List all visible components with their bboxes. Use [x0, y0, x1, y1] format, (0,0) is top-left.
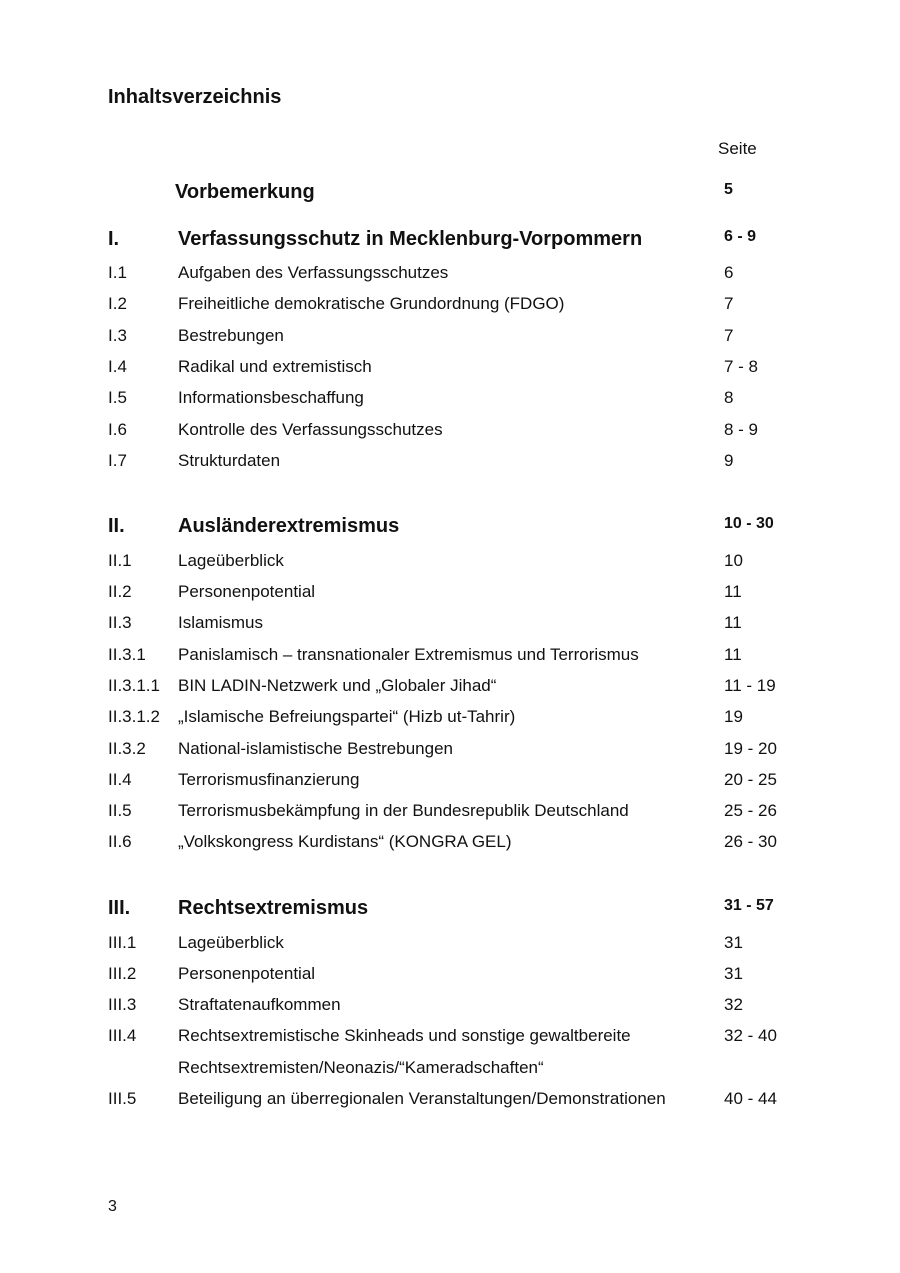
toc-entry-row — [0, 323, 900, 349]
toc-entry-page: 32 - 40 — [724, 1026, 777, 1045]
toc-entry-number: III.3 — [108, 995, 137, 1014]
toc-entry-continuation-row — [0, 1055, 900, 1081]
toc-entry-row — [0, 548, 900, 574]
toc-entry-label: Terrorismusbekämpfung in der Bundesrepublik Deutschland — [178, 801, 629, 820]
toc-entry-number: II.2 — [108, 582, 132, 601]
page-number: 3 — [108, 1198, 117, 1215]
toc-entry-page: 40 - 44 — [724, 1089, 777, 1108]
toc-entry-label: „Islamische Befreiungspartei“ (Hizb ut-Tahrir) — [178, 707, 516, 726]
toc-entry-page: 26 - 30 — [724, 832, 777, 851]
toc-entry-number: III.4 — [108, 1026, 137, 1045]
toc-entry-label: Lageüberblick — [178, 933, 284, 952]
toc-entry-label: Freiheitliche demokratische Grundordnung (FDGO) — [178, 294, 565, 313]
toc-entry-row — [0, 930, 900, 956]
toc-entry-number: I.3 — [108, 326, 127, 345]
toc-entry-number: I.6 — [108, 420, 127, 439]
toc-entry-row — [0, 829, 900, 855]
toc-entry-page: 10 — [724, 551, 743, 570]
toc-entry-number: I.1 — [108, 263, 127, 282]
toc-section-row — [0, 513, 900, 539]
toc-section-pages: 10 - 30 — [724, 515, 774, 532]
toc-entry-page: 19 — [724, 707, 743, 726]
toc-entry-label: Lageüberblick — [178, 551, 284, 570]
toc-entry-label: Aufgaben des Verfassungsschutzes — [178, 263, 449, 282]
toc-entry-row — [0, 1086, 900, 1112]
toc-entry-number: II.3.1 — [108, 645, 146, 664]
toc-entry-label: Islamismus — [178, 613, 264, 632]
toc-entry-page: 11 — [724, 582, 742, 601]
toc-entry-number: III.5 — [108, 1089, 137, 1108]
toc-entry-row — [0, 642, 900, 668]
toc-entry-number: II.3.1.2 — [108, 707, 160, 726]
toc-entry-label: Personenpotential — [178, 964, 316, 983]
toc-entry-label: Personenpotential — [178, 582, 316, 601]
toc-entry-row — [0, 579, 900, 605]
toc-entry-label: Kontrolle des Verfassungsschutzes — [178, 420, 443, 439]
toc-entry-number: II.6 — [108, 832, 132, 851]
toc-entry-label: Beteiligung an überregionalen Veranstaltungen/Demonstrationen — [178, 1089, 666, 1108]
toc-entry-row — [0, 798, 900, 824]
toc-entry-row — [0, 767, 900, 793]
toc-entry-number: I.4 — [108, 357, 127, 376]
toc-intro-row — [0, 179, 900, 205]
toc-section-label: Verfassungsschutz in Mecklenburg-Vorpommern — [178, 228, 643, 250]
toc-entry-row — [0, 448, 900, 474]
toc-entry-label: Bestrebungen — [178, 326, 284, 345]
toc-section-pages: 6 - 9 — [724, 228, 757, 245]
toc-entry-page: 31 — [724, 933, 743, 952]
toc-entry-page: 11 - 19 — [724, 676, 776, 695]
toc-entry-page: 7 — [724, 294, 734, 313]
toc-entry-page: 6 — [724, 263, 734, 282]
toc-section-label: Rechtsextremismus — [178, 897, 369, 919]
toc-intro-page: 5 — [724, 181, 733, 198]
toc-entry-row — [0, 961, 900, 987]
toc-entry-page: 8 - 9 — [724, 420, 759, 439]
toc-entry-row — [0, 610, 900, 636]
toc-entry-page: 31 — [724, 964, 743, 983]
toc-entry-label: Panislamisch – transnationaler Extremismus und Terrorismus — [178, 645, 639, 664]
toc-entry-number: II.3.1.1 — [108, 676, 160, 695]
toc-entry-label: Terrorismusfinanzierung — [178, 770, 360, 789]
toc-section-number: III. — [108, 897, 131, 919]
toc-section-row — [0, 226, 900, 252]
toc-entry-page: 7 - 8 — [724, 357, 759, 376]
toc-entry-number: II.4 — [108, 770, 132, 789]
toc-entry-page: 32 — [724, 995, 743, 1014]
toc-intro-label: Vorbemerkung — [175, 181, 315, 203]
toc-entry-row — [0, 673, 900, 699]
toc-entry-row — [0, 417, 900, 443]
toc-entry-label: Strukturdaten — [178, 451, 281, 470]
toc-entry-number: II.3.2 — [108, 739, 146, 758]
toc-entry-row — [0, 385, 900, 411]
toc-entry-page: 8 — [724, 388, 734, 407]
toc-section-number: I. — [108, 228, 120, 250]
toc-section-label: Ausländerextremismus — [178, 515, 400, 537]
toc-entry-page: 19 - 20 — [724, 739, 777, 758]
toc-entry-label: „Volkskongress Kurdistans“ (KONGRA GEL) — [178, 832, 512, 851]
toc-entry-label: Radikal und extremistisch — [178, 357, 372, 376]
toc-section-pages: 31 - 57 — [724, 897, 774, 914]
toc-section-number: II. — [108, 515, 125, 537]
toc-entry-number: I.2 — [108, 294, 127, 313]
toc-entry-label: Straftatenaufkommen — [178, 995, 341, 1014]
toc-entry-row — [0, 992, 900, 1018]
toc-entry-page: 11 — [724, 613, 742, 632]
page-column-label: Seite — [718, 139, 757, 158]
toc-entry-page: 11 — [724, 645, 742, 664]
toc-entry-number: II.1 — [108, 551, 132, 570]
toc-entry-number: III.2 — [108, 964, 137, 983]
toc-section-row — [0, 895, 900, 921]
toc-entry-number: II.5 — [108, 801, 132, 820]
toc-entry-number: I.5 — [108, 388, 127, 407]
toc-entry-label: Informationsbeschaffung — [178, 388, 364, 407]
toc-entry-page: 9 — [724, 451, 734, 470]
toc-entry-row — [0, 260, 900, 286]
toc-entry-number: III.1 — [108, 933, 137, 952]
toc-entry-label: BIN LADIN-Netzwerk und „Globaler Jihad“ — [178, 676, 497, 695]
toc-entry-label: Rechtsextremistische Skinheads und sonstige gewaltbereite — [178, 1026, 631, 1045]
toc-entry-page: 25 - 26 — [724, 801, 777, 820]
toc-entry-row — [0, 291, 900, 317]
toc-entry-page: 20 - 25 — [724, 770, 777, 789]
page-title: Inhaltsverzeichnis — [108, 86, 282, 108]
toc-entry-label: Rechtsextremisten/Neonazis/“Kameradschaften“ — [178, 1058, 544, 1077]
toc-entry-number: I.7 — [108, 451, 127, 470]
toc-entry-label: National-islamistische Bestrebungen — [178, 739, 453, 758]
toc-entry-page: 7 — [724, 326, 734, 345]
toc-entry-row — [0, 1023, 900, 1049]
toc-entry-number: II.3 — [108, 613, 132, 632]
toc-entry-row — [0, 736, 900, 762]
toc-entry-row — [0, 704, 900, 730]
toc-entry-row — [0, 354, 900, 380]
